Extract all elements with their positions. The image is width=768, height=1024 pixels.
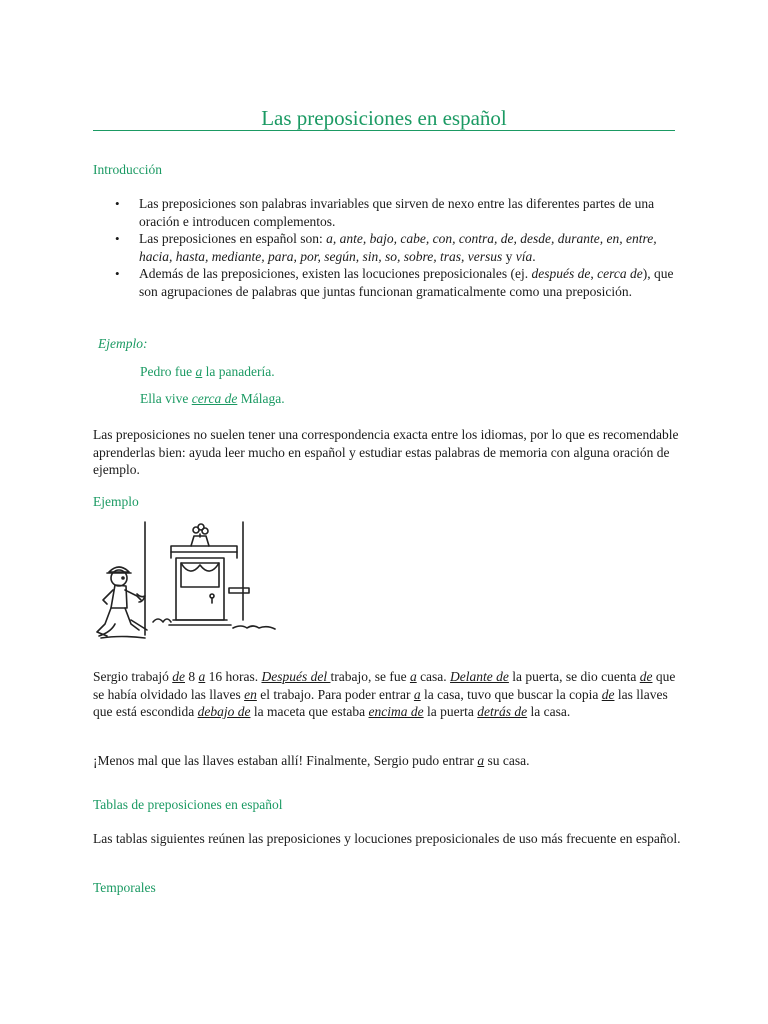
preposition: a: [409, 669, 417, 684]
bullet-text: Las preposiciones son palabras invariables que sirven de nexo entre las diferentes partes de una oración e introducen complementos.: [139, 196, 655, 229]
tables-heading: Tablas de preposiciones en español: [93, 797, 283, 812]
story-text: la casa, tuvo que buscar la copia: [420, 686, 602, 702]
sentence-text: Pedro fue: [140, 364, 196, 379]
list-item: [93, 265, 683, 300]
story-text: Sergio trabajó: [93, 669, 173, 684]
preposition: a: [198, 669, 206, 684]
example1-heading: Ejemplo:: [98, 336, 148, 351]
bullet-text: ,: [590, 266, 598, 281]
title-underline: [93, 130, 675, 131]
bullet-text: .: [532, 248, 536, 264]
story-text: ¡Menos mal que las llaves estaban allí! Finalmente, Sergio pudo entrar: [93, 753, 478, 768]
example2-heading: Ejemplo: [93, 494, 139, 509]
story-conclusion: [93, 752, 683, 770]
page-title: Las preposiciones en español: [261, 106, 507, 130]
intro-bullet-list: [93, 195, 683, 300]
story-text: 8: [184, 669, 199, 684]
story-paragraph: [93, 668, 683, 721]
story-text: las llaves que está escondida: [93, 686, 668, 719]
story-text: la puerta: [423, 704, 478, 719]
story-text: el trabajo. Para poder entrar: [256, 686, 414, 702]
intro-heading: Introducción: [93, 162, 162, 177]
preposition: de: [639, 669, 653, 684]
story-text: trabajo, se fue: [330, 669, 410, 684]
preposition: de: [172, 669, 185, 684]
story-text: la maceta que estaba: [250, 704, 369, 719]
example-sentence-1: [140, 364, 275, 380]
sentence-text: Ella vive: [140, 391, 192, 406]
preposition: cerca de: [191, 391, 238, 406]
bullet-text: Además de las preposiciones, existen las locuciones preposicionales (ej.: [139, 266, 532, 281]
preposition-list: vía: [515, 248, 533, 264]
preposition: a: [477, 753, 485, 768]
preposition: debajo de: [197, 704, 251, 719]
bullet-text: y: [502, 248, 516, 264]
tables-intro: Las tablas siguientes reúnen las preposiciones y locuciones preposicionales de uso más frecuente en español.: [93, 831, 681, 846]
story-text: la casa.: [527, 704, 571, 719]
paragraph-correspondence: Las preposiciones no suelen tener una correspondencia exacta entre los idiomas, por lo que es recomendable aprenderlas bien: ayuda leer mucho en español y estudiar estas palabras de memoria con alguna oración de ejemplo.: [93, 427, 679, 477]
story-text: que se había olvidado las llaves: [93, 669, 676, 702]
preposition: Delante de: [450, 669, 509, 684]
preposition: de: [601, 686, 615, 702]
temporales-heading: Temporales: [93, 880, 156, 895]
boy-at-door-illustration: [93, 520, 281, 650]
example-sentence-2: [140, 391, 285, 407]
sentence-text: Málaga.: [237, 391, 285, 406]
preposition: detrás de: [477, 704, 528, 719]
example-locution: cerca de: [597, 266, 643, 281]
preposition-list: a, ante, bajo, cabe, con, contra, de, desde, durante, en, entre, hacia, hasta, mediante, para, por, según, sin, so, sobre, tras, versus: [139, 231, 657, 264]
preposition: a: [195, 364, 203, 379]
example-locution: después de: [531, 266, 591, 281]
preposition: a: [413, 686, 421, 702]
list-item: [93, 195, 683, 230]
preposition: encima de: [368, 704, 424, 719]
preposition: en: [244, 686, 257, 702]
story-text: 16 horas.: [205, 669, 262, 684]
bullet-text: ), que son agrupaciones de palabras que juntas funcionan gramaticalmente como una preposición.: [139, 266, 674, 299]
sentence-text: la panadería.: [202, 364, 275, 379]
bullet-text: Las preposiciones en español son:: [139, 231, 327, 246]
story-text: casa.: [416, 669, 451, 684]
story-text: la puerta, se dio cuenta: [508, 669, 640, 684]
story-text: su casa.: [484, 753, 530, 768]
preposition: Después del: [261, 669, 331, 684]
list-item: [93, 230, 683, 265]
